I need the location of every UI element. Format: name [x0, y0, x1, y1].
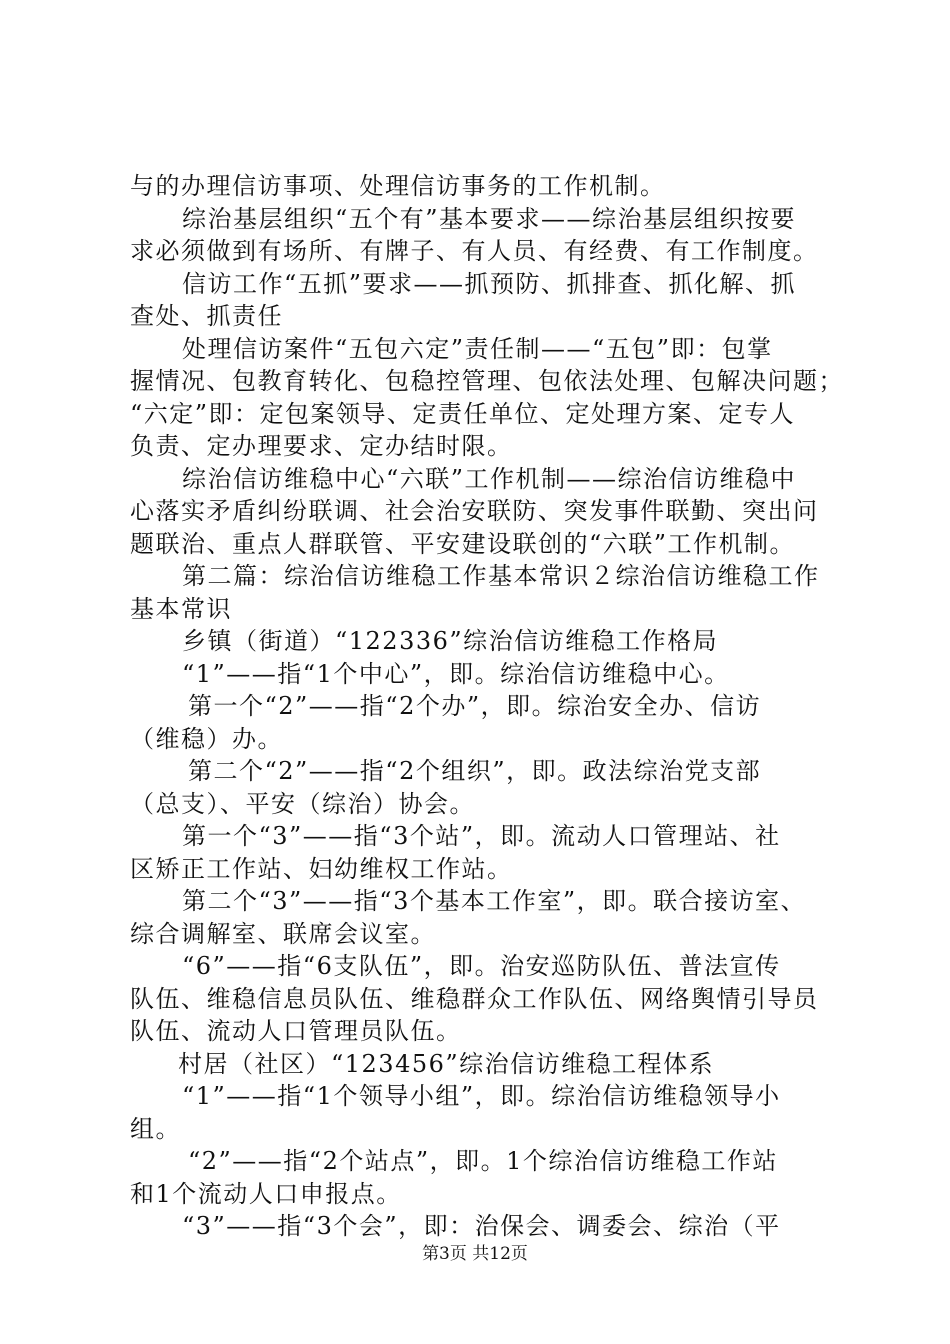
- text-line: “六定”即：定包案领导、定责任单位、定处理方案、定专人: [130, 399, 796, 428]
- text-line: 村居（社区）“123456”综治信访维稳工程体系: [178, 1049, 715, 1078]
- text-line: 查处、抓责任: [130, 302, 283, 330]
- page-footer: [0, 1244, 950, 1264]
- text-line: “1”——指“1个领导小组”，即。综治信访维稳领导小: [182, 1082, 781, 1110]
- text-line: （总支）、平安（综治）协会。: [130, 789, 475, 818]
- text-line: 乡镇（街道）“122336”综治信访维稳工作格局: [182, 627, 719, 655]
- text-line: 负责、定办理要求、定办结时限。: [130, 432, 513, 460]
- text-line: 综治信访维稳中心“六联”工作机制——综治信访维稳中: [182, 464, 797, 493]
- page-number-label: 第3页 共12页: [422, 1244, 528, 1264]
- text-line: 第一个“2”——指“2个办”，即。综治安全办、信访: [188, 692, 762, 720]
- text-line: 综合调解室、联席会议室。: [130, 919, 436, 948]
- text-line: 第二个“3”——指“3个基本工作室”，即。联合接访室、: [182, 887, 807, 915]
- text-line: 综治基层组织“五个有”基本要求——综治基层组织按要: [182, 204, 797, 233]
- text-line: 基本常识: [130, 594, 232, 623]
- text-line: 与的办理信访事项、处理信访事务的工作机制。: [130, 172, 666, 200]
- text-line: 信访工作“五抓”要求——抓预防、抓排查、抓化解、抓: [182, 269, 797, 298]
- text-line: “2”——指“2个站点”，即。1个综治信访维稳工作站: [188, 1147, 778, 1175]
- text-line: 组。: [130, 1114, 181, 1143]
- text-line: 求必须做到有场所、有牌子、有人员、有经费、有工作制度。: [130, 237, 819, 265]
- text-line: 握情况、包教育转化、包稳控管理、包依法处理、包解决问题；: [130, 367, 844, 395]
- text-line: 第二个“2”——指“2个组织”，即。政法综治党支部: [188, 757, 762, 785]
- text-line: 队伍、流动人口管理员队伍。: [130, 1017, 462, 1045]
- text-line: 队伍、维稳信息员队伍、维稳群众工作队伍、网络舆情引导员: [130, 984, 819, 1013]
- text-line: 区矫正工作站、妇幼维权工作站。: [130, 854, 513, 883]
- text-line: 心落实矛盾纠纷联调、社会治安联防、突发事件联勤、突出问: [130, 497, 819, 525]
- text-line: 第一个“3”——指“3个站”，即。流动人口管理站、社: [182, 822, 781, 850]
- text-line: “3”——指“3个会”，即：治保会、调委会、综治（平: [182, 1212, 781, 1240]
- document-body: [130, 170, 844, 1243]
- text-line: 处理信访案件“五包六定”责任制——“五包”即：包掌: [182, 334, 773, 363]
- text-line: “1”——指“1个中心”，即。综治信访维稳中心。: [182, 659, 730, 688]
- text-line: “6”——指“6支队伍”，即。治安巡防队伍、普法宣传: [182, 952, 781, 980]
- text-line: 和1个流动人口申报点。: [130, 1179, 402, 1208]
- text-line: （维稳）办。: [130, 724, 283, 753]
- text-line: 题联治、重点人群联管、平安建设联创的“六联”工作机制。: [130, 529, 796, 558]
- text-line: 第二篇：综治信访维稳工作基本常识２综治信访维稳工作: [182, 562, 820, 590]
